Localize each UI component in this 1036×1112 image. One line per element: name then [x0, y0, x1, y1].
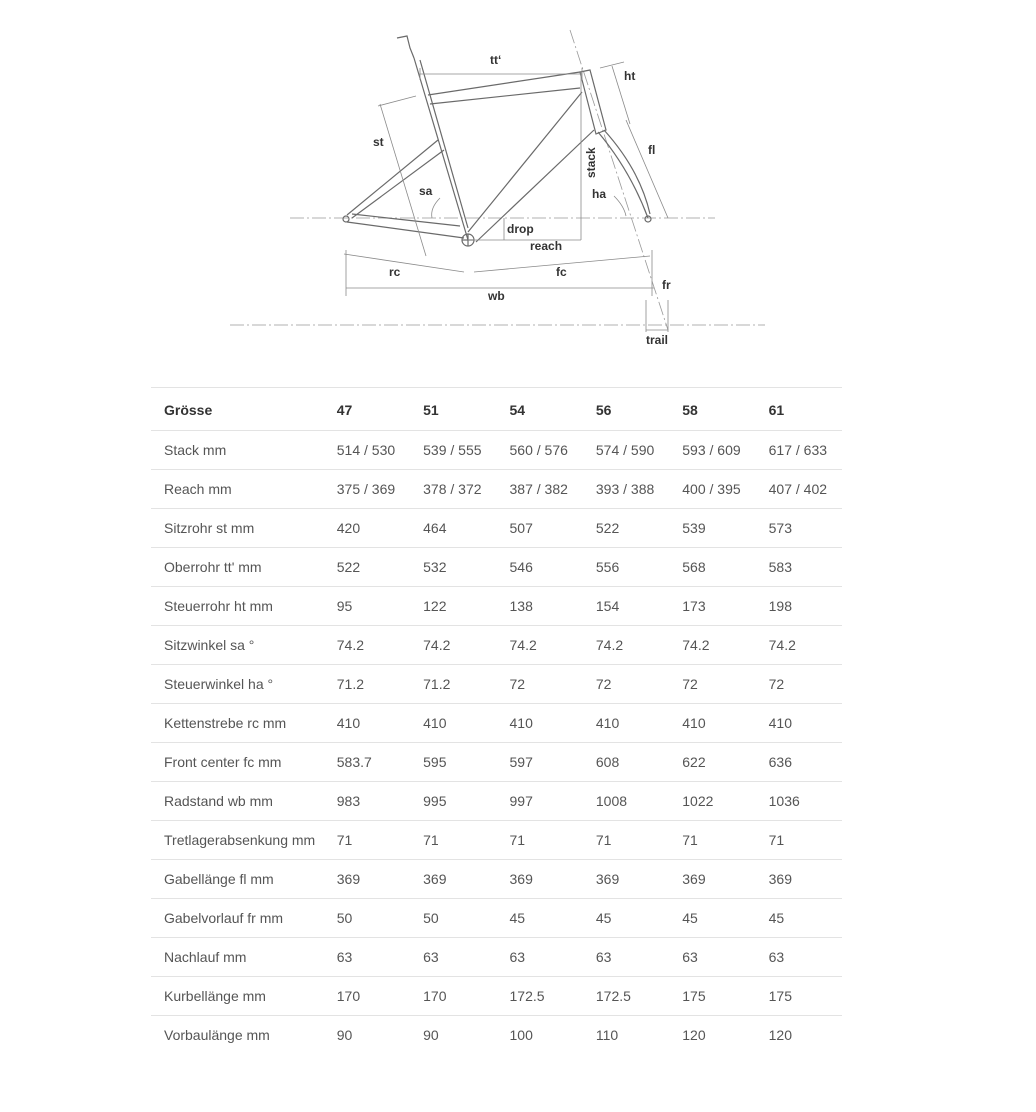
label-ha: ha [592, 187, 607, 201]
cell-value: 45 [497, 899, 583, 938]
seat-tube [414, 58, 468, 240]
cell-value: 120 [669, 1016, 755, 1055]
cell-value: 172.5 [583, 977, 669, 1016]
table-row [151, 626, 842, 665]
table-row [151, 704, 842, 743]
cell-value: 198 [756, 587, 842, 626]
chain-stay-inner [352, 214, 460, 226]
cell-value: 410 [497, 704, 583, 743]
row-label: Sitzwinkel sa ° [151, 626, 324, 665]
cell-value: 71 [756, 821, 842, 860]
table-row [151, 743, 842, 782]
cell-value: 597 [497, 743, 583, 782]
cell-value: 410 [324, 704, 410, 743]
cell-value: 120 [756, 1016, 842, 1055]
cell-value: 593 / 609 [669, 431, 755, 470]
table-row [151, 938, 842, 977]
cell-value: 556 [583, 548, 669, 587]
label-fl: fl [648, 143, 656, 157]
steering-axis-line [570, 30, 668, 330]
cell-value: 560 / 576 [497, 431, 583, 470]
cell-value: 74.2 [410, 626, 496, 665]
geometry-table [151, 387, 842, 1054]
row-label: Gabelvorlauf fr mm [151, 899, 324, 938]
fork [598, 132, 648, 218]
cell-value: 393 / 388 [583, 470, 669, 509]
cell-value: 522 [324, 548, 410, 587]
table-row [151, 548, 842, 587]
cell-value: 110 [583, 1016, 669, 1055]
cell-value: 400 / 395 [669, 470, 755, 509]
label-fr: fr [662, 278, 671, 292]
header-size: 58 [669, 388, 755, 431]
cell-value: 172.5 [497, 977, 583, 1016]
cell-value: 369 [497, 860, 583, 899]
cell-value: 369 [583, 860, 669, 899]
top-tube [428, 72, 580, 95]
cell-value: 72 [756, 665, 842, 704]
fork-inner [604, 130, 650, 214]
cell-value: 71 [669, 821, 755, 860]
cell-value: 568 [669, 548, 755, 587]
table-row [151, 587, 842, 626]
cell-value: 50 [410, 899, 496, 938]
label-sa: sa [419, 184, 433, 198]
bike-geometry-diagram [0, 0, 1036, 360]
bike-frame [343, 36, 651, 246]
cell-value: 1036 [756, 782, 842, 821]
cell-value: 170 [410, 977, 496, 1016]
header-size: 54 [497, 388, 583, 431]
row-label: Gabellänge fl mm [151, 860, 324, 899]
cell-value: 45 [756, 899, 842, 938]
cell-value: 63 [583, 938, 669, 977]
table-row [151, 431, 842, 470]
cell-value: 410 [756, 704, 842, 743]
cell-value: 63 [756, 938, 842, 977]
cell-value: 983 [324, 782, 410, 821]
header-size: 47 [324, 388, 410, 431]
cell-value: 522 [583, 509, 669, 548]
cell-value: 74.2 [583, 626, 669, 665]
cell-value: 71 [583, 821, 669, 860]
cell-value: 375 / 369 [324, 470, 410, 509]
rear-dropout [343, 216, 349, 222]
cell-value: 71 [324, 821, 410, 860]
cell-value: 369 [756, 860, 842, 899]
cell-value: 45 [583, 899, 669, 938]
table-row [151, 977, 842, 1016]
row-label: Nachlauf mm [151, 938, 324, 977]
cell-value: 378 / 372 [410, 470, 496, 509]
cell-value: 50 [324, 899, 410, 938]
cell-value: 583.7 [324, 743, 410, 782]
cell-value: 71 [410, 821, 496, 860]
cell-value: 72 [583, 665, 669, 704]
cell-value: 175 [756, 977, 842, 1016]
label-tt: tt‘ [490, 53, 502, 67]
down-tube-lower [476, 130, 594, 242]
table-row [151, 782, 842, 821]
row-label: Tretlagerabsenkung mm [151, 821, 324, 860]
cell-value: 407 / 402 [756, 470, 842, 509]
cell-value: 90 [324, 1016, 410, 1055]
label-stack: stack [584, 147, 598, 178]
cell-value: 583 [756, 548, 842, 587]
cell-value: 72 [497, 665, 583, 704]
seat-post [397, 36, 414, 58]
cell-value: 74.2 [669, 626, 755, 665]
cell-value: 63 [410, 938, 496, 977]
cell-value: 74.2 [324, 626, 410, 665]
cell-value: 573 [756, 509, 842, 548]
cell-value: 71 [497, 821, 583, 860]
cell-value: 1008 [583, 782, 669, 821]
seat-stay [347, 140, 438, 215]
top-tube-lower [430, 88, 580, 104]
cell-value: 410 [583, 704, 669, 743]
cell-value: 1022 [669, 782, 755, 821]
table-body [151, 431, 842, 1055]
label-st: st [373, 135, 384, 149]
cell-value: 995 [410, 782, 496, 821]
cell-value: 608 [583, 743, 669, 782]
table-row [151, 470, 842, 509]
cell-value: 369 [669, 860, 755, 899]
cell-value: 63 [669, 938, 755, 977]
row-label: Steuerwinkel ha ° [151, 665, 324, 704]
cell-value: 173 [669, 587, 755, 626]
head-tube [580, 70, 606, 134]
table-row [151, 509, 842, 548]
dimension-lines [344, 62, 668, 332]
cell-value: 90 [410, 1016, 496, 1055]
row-label: Kettenstrebe rc mm [151, 704, 324, 743]
header-size: 51 [410, 388, 496, 431]
cell-value: 138 [497, 587, 583, 626]
row-label: Radstand wb mm [151, 782, 324, 821]
label-reach: reach [530, 239, 563, 253]
cell-value: 410 [669, 704, 755, 743]
cell-value: 154 [583, 587, 669, 626]
row-label: Front center fc mm [151, 743, 324, 782]
row-label: Steuerrohr ht mm [151, 587, 324, 626]
cell-value: 546 [497, 548, 583, 587]
row-label: Kurbellänge mm [151, 977, 324, 1016]
cell-value: 514 / 530 [324, 431, 410, 470]
cell-value: 622 [669, 743, 755, 782]
table-row [151, 665, 842, 704]
cell-value: 170 [324, 977, 410, 1016]
cell-value: 122 [410, 587, 496, 626]
cell-value: 539 [669, 509, 755, 548]
cell-value: 74.2 [497, 626, 583, 665]
cell-value: 464 [410, 509, 496, 548]
header-size: 61 [756, 388, 842, 431]
cell-value: 387 / 382 [497, 470, 583, 509]
label-ht: ht [624, 69, 636, 83]
cell-value: 595 [410, 743, 496, 782]
cell-value: 574 / 590 [583, 431, 669, 470]
cell-value: 636 [756, 743, 842, 782]
label-drop: drop [507, 222, 534, 236]
cell-value: 410 [410, 704, 496, 743]
cell-value: 997 [497, 782, 583, 821]
header-label: Grösse [151, 388, 324, 431]
row-label: Vorbaulänge mm [151, 1016, 324, 1055]
seat-tube-inner [420, 60, 468, 228]
cell-value: 617 / 633 [756, 431, 842, 470]
cell-value: 95 [324, 587, 410, 626]
cell-value: 507 [497, 509, 583, 548]
cell-value: 63 [324, 938, 410, 977]
row-label: Sitzrohr st mm [151, 509, 324, 548]
label-rc: rc [389, 265, 401, 279]
table-header-row [151, 388, 842, 431]
table-row [151, 860, 842, 899]
table-row [151, 899, 842, 938]
row-label: Stack mm [151, 431, 324, 470]
row-label: Reach mm [151, 470, 324, 509]
cell-value: 74.2 [756, 626, 842, 665]
down-tube [468, 92, 582, 232]
table-row [151, 821, 842, 860]
row-label: Oberrohr tt' mm [151, 548, 324, 587]
cell-value: 539 / 555 [410, 431, 496, 470]
header-size: 56 [583, 388, 669, 431]
cell-value: 71.2 [410, 665, 496, 704]
label-wb: wb [488, 289, 505, 303]
cell-value: 72 [669, 665, 755, 704]
cell-value: 369 [324, 860, 410, 899]
table-row [151, 1016, 842, 1055]
cell-value: 369 [410, 860, 496, 899]
cell-value: 175 [669, 977, 755, 1016]
label-trail: trail [646, 333, 669, 347]
label-fc: fc [556, 265, 567, 279]
cell-value: 71.2 [324, 665, 410, 704]
cell-value: 100 [497, 1016, 583, 1055]
cell-value: 45 [669, 899, 755, 938]
cell-value: 63 [497, 938, 583, 977]
cell-value: 420 [324, 509, 410, 548]
cell-value: 532 [410, 548, 496, 587]
